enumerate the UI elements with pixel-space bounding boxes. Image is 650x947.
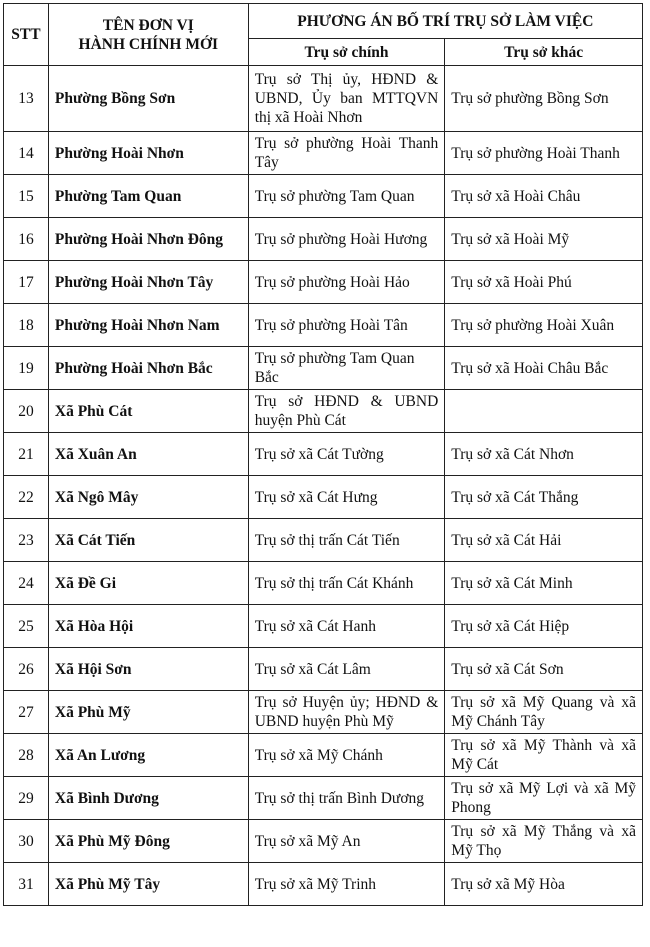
table-row: [4, 863, 643, 906]
row-main-office: Trụ sở thị trấn Cát Tiến: [248, 519, 445, 562]
table-row: [4, 777, 643, 820]
table-row: [4, 175, 643, 218]
row-other-office: Trụ sở xã Mỹ Quang và xã Mỹ Chánh Tây: [445, 691, 643, 734]
row-main-office: Trụ sở phường Hoài Hảo: [248, 261, 445, 304]
row-other-office: Trụ sở xã Hoài Mỹ: [445, 218, 643, 261]
row-other-office: Trụ sở xã Cát Thắng: [445, 476, 643, 519]
table-row: [4, 433, 643, 476]
row-unit-name: Phường Hoài Nhơn Bắc: [48, 347, 248, 390]
row-stt: 30: [4, 820, 49, 863]
row-unit-name: Phường Tam Quan: [48, 175, 248, 218]
row-stt: 25: [4, 605, 49, 648]
row-main-office: Trụ sở xã Cát Hanh: [248, 605, 445, 648]
row-other-office: Trụ sở xã Mỹ Lợi và xã Mỹ Phong: [445, 777, 643, 820]
table-row: [4, 390, 643, 433]
row-stt: 31: [4, 863, 49, 906]
row-unit-name: Xã Phù Cát: [48, 390, 248, 433]
table-row: [4, 132, 643, 175]
row-stt: 29: [4, 777, 49, 820]
header-stt: STT: [4, 4, 49, 66]
row-other-office: Trụ sở xã Mỹ Thắng và xã Mỹ Thọ: [445, 820, 643, 863]
row-unit-name: Xã Bình Dương: [48, 777, 248, 820]
row-main-office: Trụ sở xã Cát Lâm: [248, 648, 445, 691]
office-allocation-table: [3, 3, 643, 906]
row-main-office: Trụ sở xã Mỹ An: [248, 820, 445, 863]
table-row: [4, 648, 643, 691]
row-other-office: Trụ sở phường Hoài Xuân: [445, 304, 643, 347]
row-unit-name: Phường Hoài Nhơn Tây: [48, 261, 248, 304]
row-stt: 23: [4, 519, 49, 562]
row-other-office: Trụ sở xã Cát Sơn: [445, 648, 643, 691]
table-row: [4, 519, 643, 562]
row-unit-name: Phường Hoài Nhơn Nam: [48, 304, 248, 347]
row-other-office: Trụ sở xã Mỹ Thành và xã Mỹ Cát: [445, 734, 643, 777]
row-stt: 19: [4, 347, 49, 390]
table-row: [4, 605, 643, 648]
row-main-office: Trụ sở HĐND & UBND huyện Phù Cát: [248, 390, 445, 433]
row-other-office: Trụ sở xã Cát Minh: [445, 562, 643, 605]
row-main-office: Trụ sở phường Hoài Tân: [248, 304, 445, 347]
table-row: [4, 304, 643, 347]
row-unit-name: Xã Phù Mỹ: [48, 691, 248, 734]
header-unit-line1: TÊN ĐƠN VỊ: [102, 16, 194, 34]
header-other-office: Trụ sở khác: [445, 39, 643, 66]
row-stt: 27: [4, 691, 49, 734]
row-unit-name: Phường Bồng Sơn: [48, 66, 248, 132]
header-unit-name: [48, 4, 248, 66]
row-unit-name: Xã Đề Gi: [48, 562, 248, 605]
row-main-office: Trụ sở phường Hoài Hương: [248, 218, 445, 261]
table-row: [4, 66, 643, 132]
row-unit-name: Xã Cát Tiến: [48, 519, 248, 562]
row-stt: 28: [4, 734, 49, 777]
row-main-office: Trụ sở xã Cát Hưng: [248, 476, 445, 519]
table-row: [4, 691, 643, 734]
table-row: [4, 562, 643, 605]
row-main-office: Trụ sở phường Hoài Thanh Tây: [248, 132, 445, 175]
row-other-office: Trụ sở xã Hoài Châu Bắc: [445, 347, 643, 390]
row-stt: 17: [4, 261, 49, 304]
row-stt: 20: [4, 390, 49, 433]
row-stt: 14: [4, 132, 49, 175]
row-unit-name: Xã Phù Mỹ Tây: [48, 863, 248, 906]
row-other-office: Trụ sở xã Cát Nhơn: [445, 433, 643, 476]
header-plan: PHƯƠNG ÁN BỐ TRÍ TRỤ SỞ LÀM VIỆC: [248, 4, 642, 39]
row-other-office: Trụ sở phường Bồng Sơn: [445, 66, 643, 132]
row-unit-name: Xã Xuân An: [48, 433, 248, 476]
row-other-office: Trụ sở xã Cát Hải: [445, 519, 643, 562]
row-other-office: Trụ sở xã Mỹ Hòa: [445, 863, 643, 906]
row-stt: 15: [4, 175, 49, 218]
row-main-office: Trụ sở thị trấn Bình Dương: [248, 777, 445, 820]
row-stt: 13: [4, 66, 49, 132]
row-main-office: Trụ sở Huyện ủy; HĐND & UBND huyện Phù Mỹ: [248, 691, 445, 734]
row-stt: 24: [4, 562, 49, 605]
table-row: [4, 261, 643, 304]
row-unit-name: Phường Hoài Nhơn Đông: [48, 218, 248, 261]
row-main-office: Trụ sở xã Mỹ Chánh: [248, 734, 445, 777]
row-stt: 21: [4, 433, 49, 476]
table-row: [4, 476, 643, 519]
table-row: [4, 734, 643, 777]
row-unit-name: Xã Phù Mỹ Đông: [48, 820, 248, 863]
row-unit-name: Phường Hoài Nhơn: [48, 132, 248, 175]
row-main-office: Trụ sở Thị ủy, HĐND & UBND, Ủy ban MTTQVN thị xã Hoài Nhơn: [248, 66, 445, 132]
row-other-office: Trụ sở xã Hoài Châu: [445, 175, 643, 218]
row-other-office: Trụ sở phường Hoài Thanh: [445, 132, 643, 175]
header-main-office: Trụ sở chính: [248, 39, 445, 66]
row-main-office: Trụ sở phường Tam Quan Bắc: [248, 347, 445, 390]
row-other-office: Trụ sở xã Cát Hiệp: [445, 605, 643, 648]
row-unit-name: Xã An Lương: [48, 734, 248, 777]
row-stt: 22: [4, 476, 49, 519]
row-stt: 18: [4, 304, 49, 347]
row-main-office: Trụ sở xã Mỹ Trinh: [248, 863, 445, 906]
table-row: [4, 820, 643, 863]
row-stt: 16: [4, 218, 49, 261]
row-other-office: [445, 390, 643, 433]
table-row: [4, 218, 643, 261]
row-main-office: Trụ sở thị trấn Cát Khánh: [248, 562, 445, 605]
row-stt: 26: [4, 648, 49, 691]
row-unit-name: Xã Hòa Hội: [48, 605, 248, 648]
row-unit-name: Xã Hội Sơn: [48, 648, 248, 691]
row-main-office: Trụ sở phường Tam Quan: [248, 175, 445, 218]
header-unit-line2: HÀNH CHÍNH MỚI: [78, 35, 219, 53]
table-row: [4, 347, 643, 390]
row-other-office: Trụ sở xã Hoài Phú: [445, 261, 643, 304]
row-unit-name: Xã Ngô Mây: [48, 476, 248, 519]
row-main-office: Trụ sở xã Cát Tường: [248, 433, 445, 476]
